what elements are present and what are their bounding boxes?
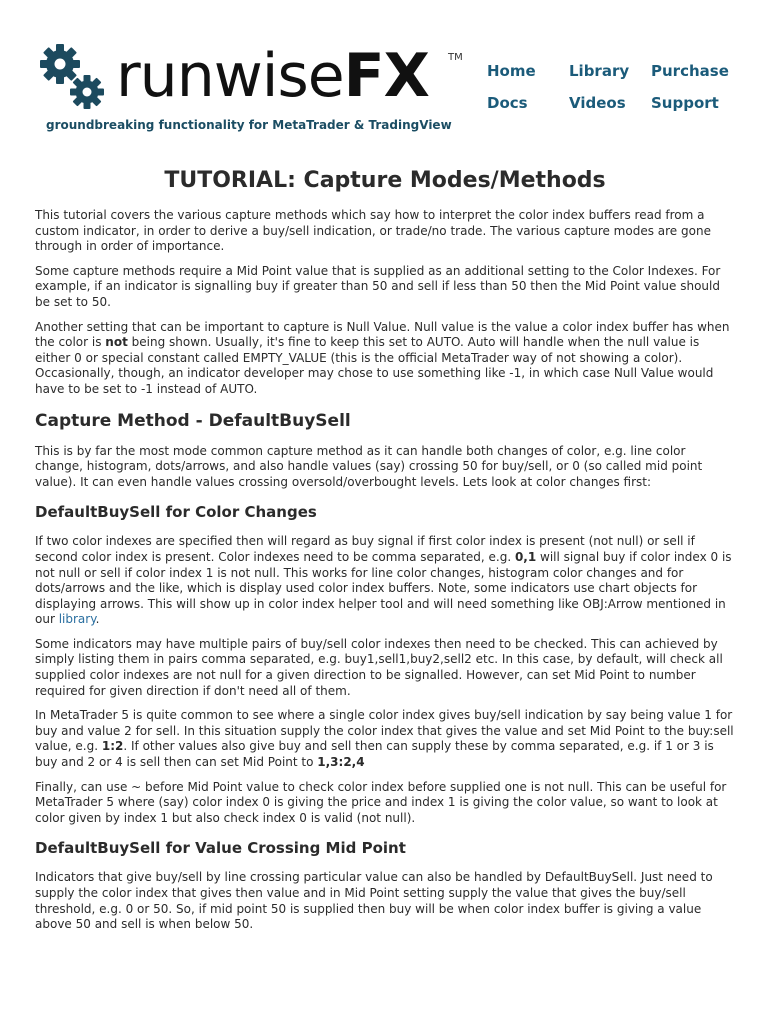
intro-p3-text-a: Another setting that can be important to capture is Null Value. Null value is the value a color index buffer has when the color is: [35, 319, 730, 350]
nav-library[interactable]: Library: [569, 62, 630, 80]
nav-support[interactable]: Support: [651, 94, 719, 112]
cc-p1-text-c: .: [95, 612, 100, 627]
intro-p3-bold: not: [105, 335, 128, 350]
site-header: [0, 0, 768, 150]
logo-wordmark: [116, 34, 429, 118]
library-link[interactable]: library: [58, 612, 96, 627]
nav-docs[interactable]: Docs: [487, 94, 528, 112]
gears-icon: [38, 40, 110, 116]
logo-tagline: groundbreaking functionality for MetaTrader & TradingView: [46, 118, 452, 132]
main-nav: [487, 62, 747, 112]
default-paragraph-1: This is by far the most mode common capture method as it can handle both changes of color, e.g. line color change, histogram, dots/arrows, and also handle values (say) crossing 50 for buy/sell, or 0 (so called mid point value). It can even handle values crossing oversold/overbought levels. Lets look at color changes first:: [35, 443, 703, 489]
logo-word-main: runwise: [116, 41, 344, 111]
intro-p3-text-b: being shown. Usually, it's fine to keep this set to AUTO. Auto will handle when the null value is either 0 or special constant called EMPTY_VALUE (this is the official MetaTrader way of not showing a color). Occasionally, though, an indicator developer may chose to use something like -1, in which case Null Value would have to be set to -1 instead of AUTO.: [35, 335, 714, 396]
cc-p1-text-a: If two color indexes are specified then will regard as buy signal if first color index is present (not null) or sell if second color index is present. Color indexes need to be comma separated, e.g.: [35, 534, 695, 564]
color-changes-paragraph-1: [35, 534, 735, 628]
nav-videos[interactable]: Videos: [569, 94, 626, 112]
intro-paragraph-3: [35, 320, 735, 398]
site-logo[interactable]: [38, 40, 468, 135]
page-title: TUTORIAL: Capture Modes/Methods: [164, 168, 606, 193]
color-changes-paragraph-3: [35, 708, 735, 770]
cc-p3-text-b: . If other values also give buy and sell then can supply these by comma separated, e.g. if 1 or 3 is buy and 2 or 4 is sell then can set Mid Point to: [35, 739, 714, 770]
color-changes-paragraph-4: Finally, can use ~ before Mid Point value to check color index before supplied one is not null. This can be useful for MetaTrader 5 where (say) color index 0 is giving the price and index 1 is giving the color value, so want to look at color given by index 1 but also check index 0 is valid (not null).: [35, 779, 727, 825]
crossing-paragraph-1: Indicators that give buy/sell by line crossing particular value can also be handled by DefaultBuySell. Just need to supply the color index that gives then value and in Mid Point setting supply the value that gives the buy/sell threshold, e.g. 0 or 50. So, if mid point 50 is supplied then buy will be when color index buffer is giving a value above 50 and sell is when below 50.: [35, 870, 713, 932]
intro-paragraph-2: Some capture methods require a Mid Point value that is supplied as an additional setting to the Color Indexes. For example, if an indicator is signalling buy if greater than 50 and sell if less than 50 then the Mid Point value should be set to 50.: [35, 263, 721, 309]
cc-p3-bold-1: 1:2: [101, 739, 124, 754]
cc-p3-text-a: In MetaTrader 5 is quite common to see where a single color index gives buy/sell indication by say being value 1 for buy and value 2 for sell. In this situation supply the color index that gives the value and set Mid Point to the buy:sell value, e.g.: [35, 708, 734, 754]
cc-p1-bold: 0,1: [514, 549, 537, 564]
logo-word-accent: FX: [343, 41, 429, 111]
nav-home[interactable]: Home: [487, 62, 536, 80]
cc-p1-text-b: will signal buy if color index 0 is not null or sell if color index 1 is not null. This works for line color changes, histogram color changes and for dots/arrows and the like, which is display used color index buffers. Note, some indicators use chart objects for displaying arrows. This will show up in color index helper tool and will need something like OBJ:Arrow mentioned in our: [35, 549, 732, 627]
color-changes-paragraph-2: Some indicators may have multiple pairs of buy/sell color indexes then need to be checked. This can achieved by simply listing them in pairs comma separated, e.g. buy1,sell1,buy2,sell2 etc. In this case, by default, will check all supplied color indexes are not null for a given direction to be signalled. However, can set Mid Point to number required for given direction if don't need all of them.: [35, 636, 723, 698]
trademark-mark: TM: [448, 52, 463, 63]
section-heading-default: Capture Method - DefaultBuySell: [35, 410, 351, 431]
cc-p3-bold-2: 1,3:2,4: [317, 755, 365, 770]
section-heading-color-changes: DefaultBuySell for Color Changes: [35, 503, 317, 522]
nav-purchase[interactable]: Purchase: [651, 62, 729, 80]
section-heading-crossing: DefaultBuySell for Value Crossing Mid Point: [35, 839, 406, 858]
intro-paragraph-1: This tutorial covers the various capture methods which say how to interpret the color index buffers read from a custom indicator, in order to derive a buy/sell indication, or trade/no trade. The various capture modes are gone through in order of importance.: [35, 208, 711, 254]
article-content: [35, 168, 735, 942]
